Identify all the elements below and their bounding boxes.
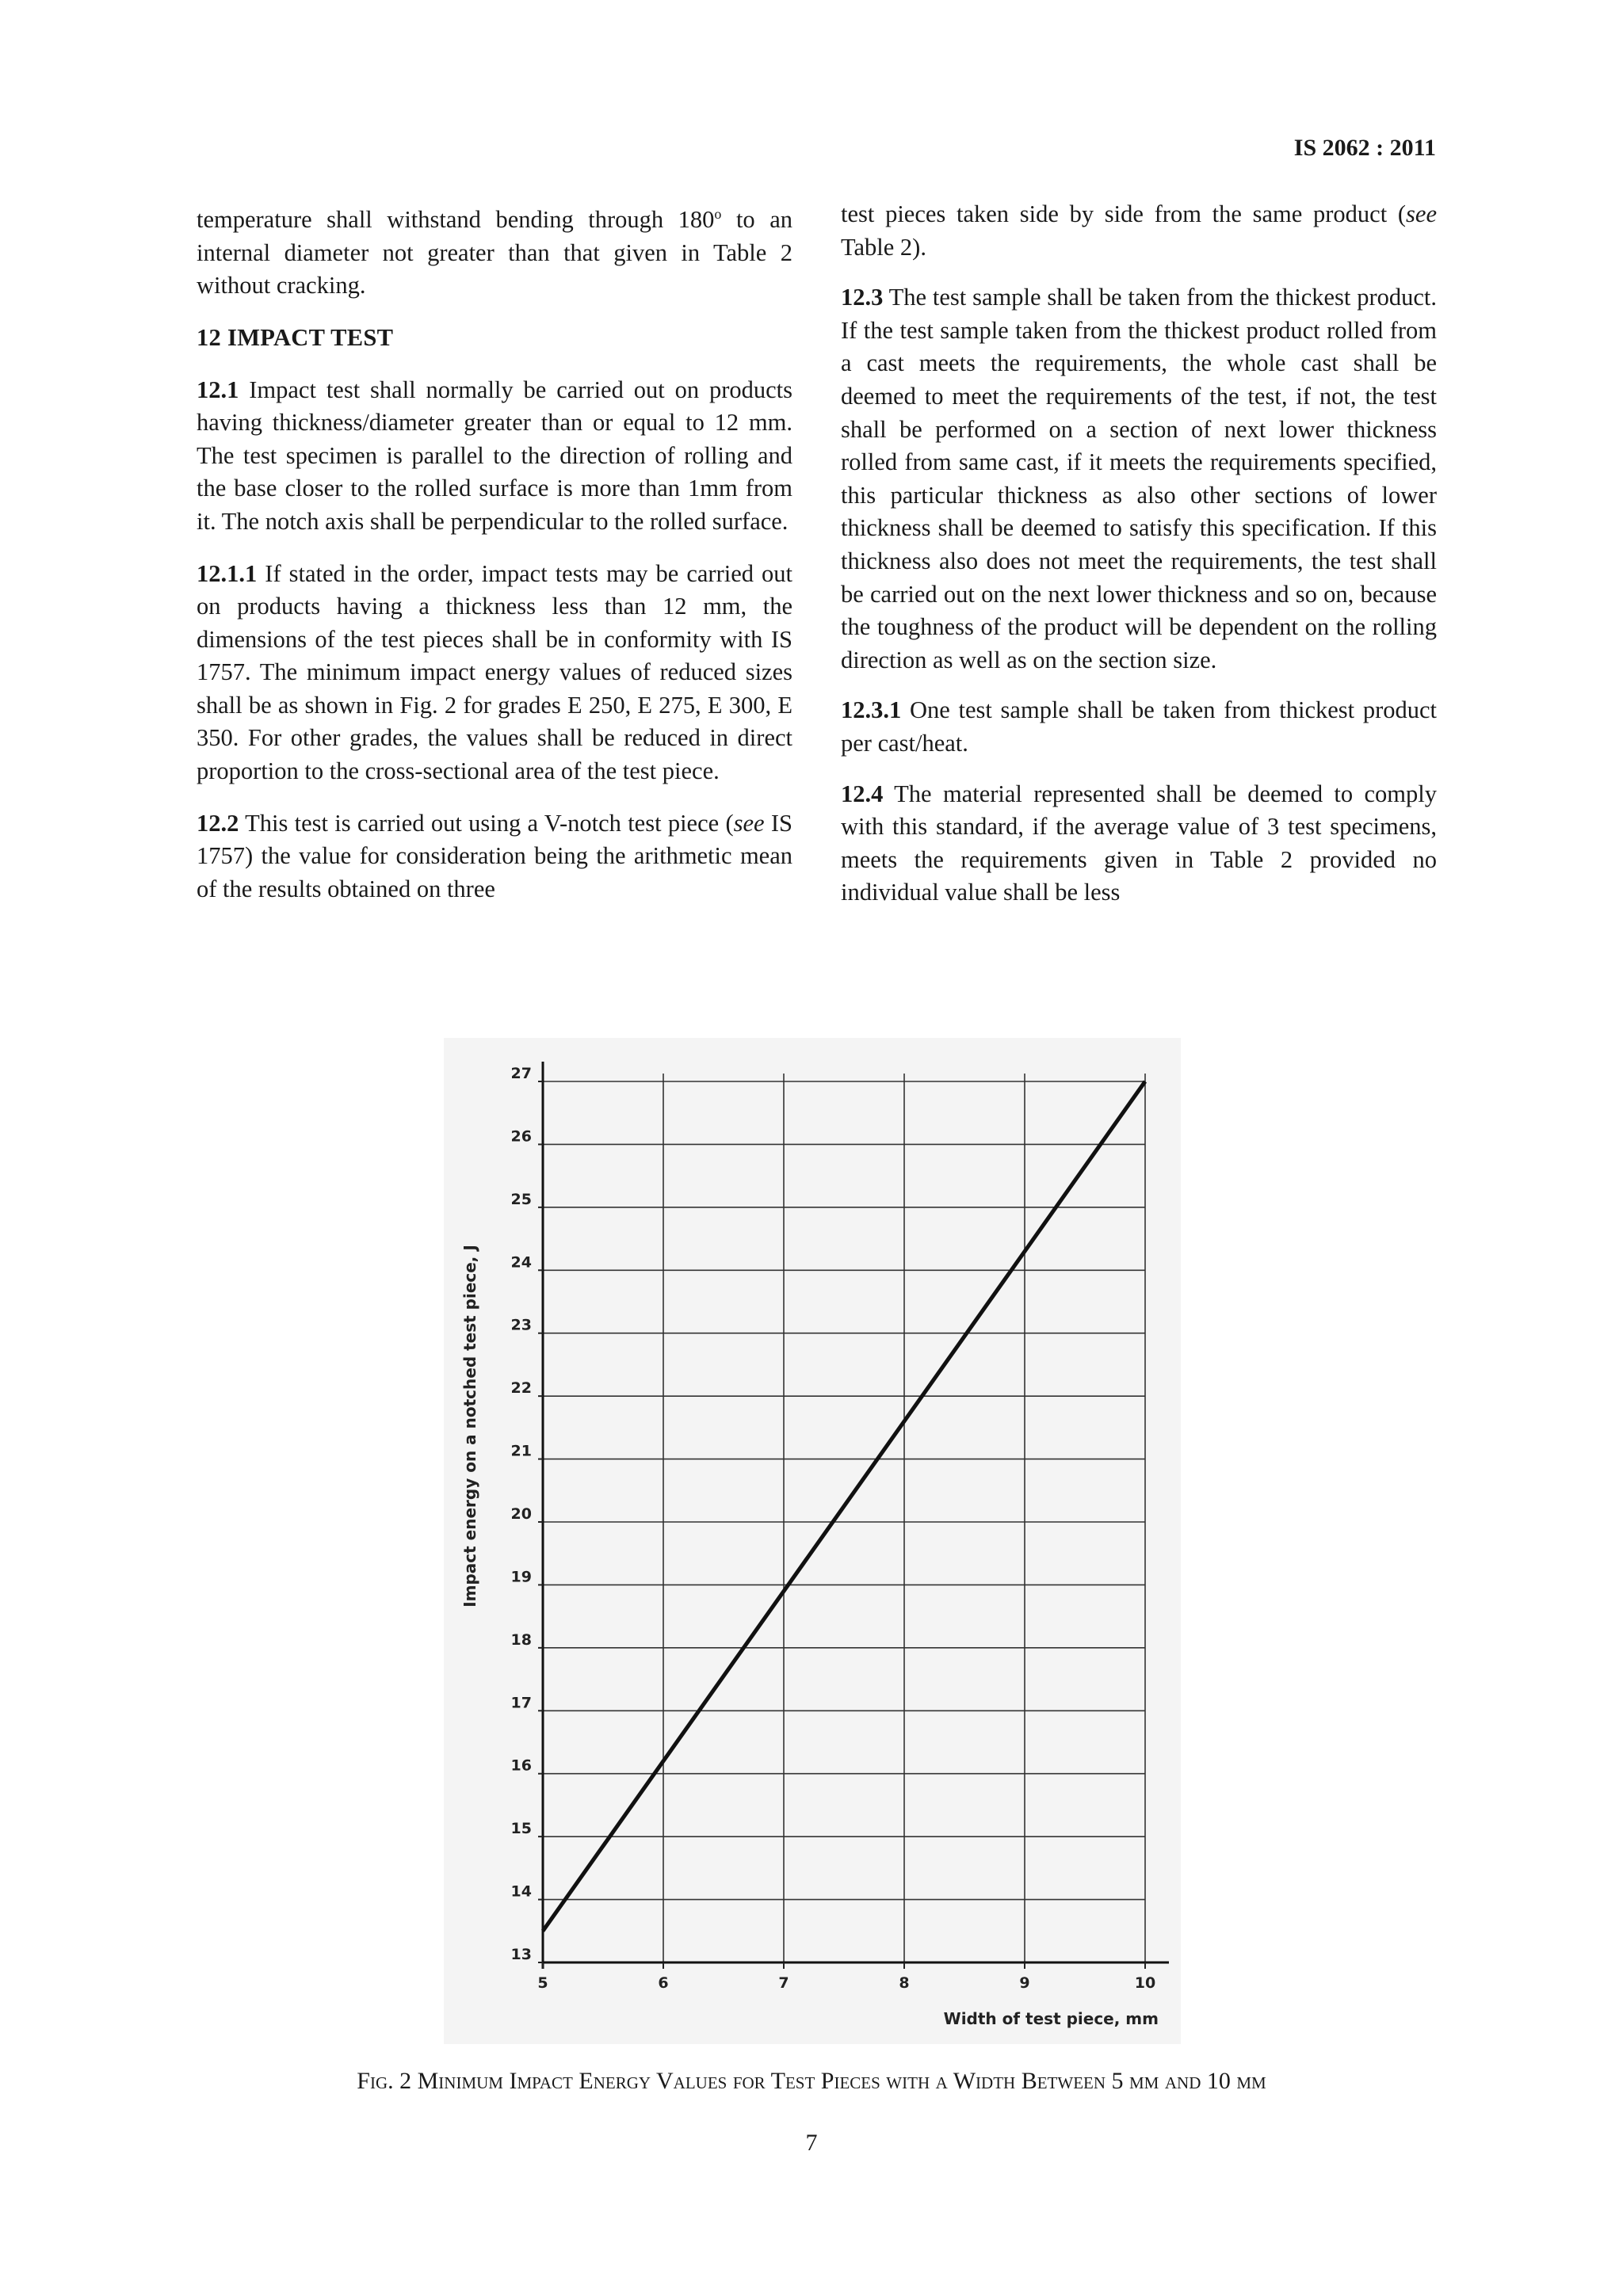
x-tick-label-5: 5 (537, 1974, 548, 1992)
paragraph-12-2-cont: test pieces taken side by side from the same product (see Table 2). (841, 200, 1437, 261)
y-tick-label-13: 13 (510, 1946, 532, 1963)
impact-energy-chart (444, 1038, 1181, 2044)
paragraph-12-2: 12.2 This test is carried out using a V-notch test piece (see IS 1757) the value for consideration being the arithmetic mean of the results obtained on three (197, 809, 792, 902)
paragraph-12-4: 12.4 The material represented shall be deemed to comply with this standard, if the average value of 3 test specimens, meets the requirements given in Table 2 provided no individual value shall be less (841, 780, 1437, 906)
y-tick-label-16: 16 (510, 1756, 532, 1775)
y-tick-label-27: 27 (510, 1065, 532, 1082)
paragraph-12-1: 12.1 Impact test shall normally be carried out on products having thickness/diameter greater than or equal to 12 mm. The test specimen is parallel to the direction of rolling and the base closer to the rolled surface is more than 1mm from it. The notch axis shall be perpendicular to the rolled surface. (197, 376, 792, 535)
section-heading-impact-test: 12 IMPACT TEST (197, 323, 394, 351)
y-tick-label-25: 25 (510, 1190, 532, 1208)
x-tick-label-7: 7 (778, 1974, 789, 1992)
x-tick-label-9: 9 (1019, 1974, 1030, 1992)
y-tick-label-26: 26 (510, 1127, 532, 1146)
paragraph-12-3-1: 12.3.1 One test sample shall be taken from thickest product per cast/heat. (841, 696, 1437, 757)
figure-2-chart (444, 1038, 1181, 2044)
y-tick-label-15: 15 (510, 1820, 532, 1838)
y-tick-label-24: 24 (510, 1253, 532, 1272)
paragraph-bend-test-end: temperature shall withstand bending through 180$^o$ to an internal diameter not greater than that given in Table 2 without cracking. (197, 206, 792, 299)
y-tick-label-14: 14 (510, 1882, 532, 1901)
page-header-standard-id: IS 2062 : 2011 (1293, 135, 1436, 161)
x-tick-label-6: 6 (658, 1974, 669, 1992)
y-tick-label-20: 20 (510, 1505, 532, 1523)
y-tick-label-22: 22 (510, 1379, 532, 1398)
x-tick-label-8: 8 (899, 1974, 910, 1992)
y-tick-label-23: 23 (510, 1316, 532, 1334)
x-axis-label: Width of test piece, mm (943, 2009, 1159, 2028)
figure-caption: Fig. 2 Minimum Impact Energy Values for Test Pieces with a Width Between 5 mm and 10 mm (357, 2068, 1266, 2094)
left-column (197, 198, 792, 925)
y-tick-label-19: 19 (510, 1568, 532, 1586)
right-column (841, 198, 1437, 927)
page-number: 7 (805, 2130, 818, 2156)
y-tick-label-17: 17 (510, 1694, 532, 1712)
y-tick-label-21: 21 (510, 1442, 532, 1460)
paragraph-12-3: 12.3 The test sample shall be taken from the thickest product. If the test sample taken from the thickest product rolled from a cast meets the requirements, the whole cast shall be deemed to meet the requirements of the test, if not, the test shall be performed on a section of next lower thickness rolled from same cast, if it meets the requirements specified, this particular thickness as also other sections of lower thickness shall be deemed to satisfy this specification. If this thickness also does not meet the requirements, the test shall be carried out on the next lower thickness and so on, because the toughness of the product will be dependent on the rolling direction as well as on the section size. (841, 284, 1437, 673)
y-axis-label: Impact energy on a notched test piece, J (460, 1245, 479, 1608)
x-tick-label-10: 10 (1134, 1974, 1156, 1992)
paragraph-12-1-1: 12.1.1 If stated in the order, impact tests may be carried out on products having a thickness less than 12 mm, the dimensions of the test pieces shall be in conformity with IS 1757. The minimum impact energy values of reduced sizes shall be as shown in Fig. 2 for grades E 250, E 275, E 300, E 350. For other grades, the values shall be reduced in direct proportion to the cross-sectional area of the test piece. (197, 559, 792, 785)
y-tick-label-18: 18 (510, 1630, 532, 1649)
